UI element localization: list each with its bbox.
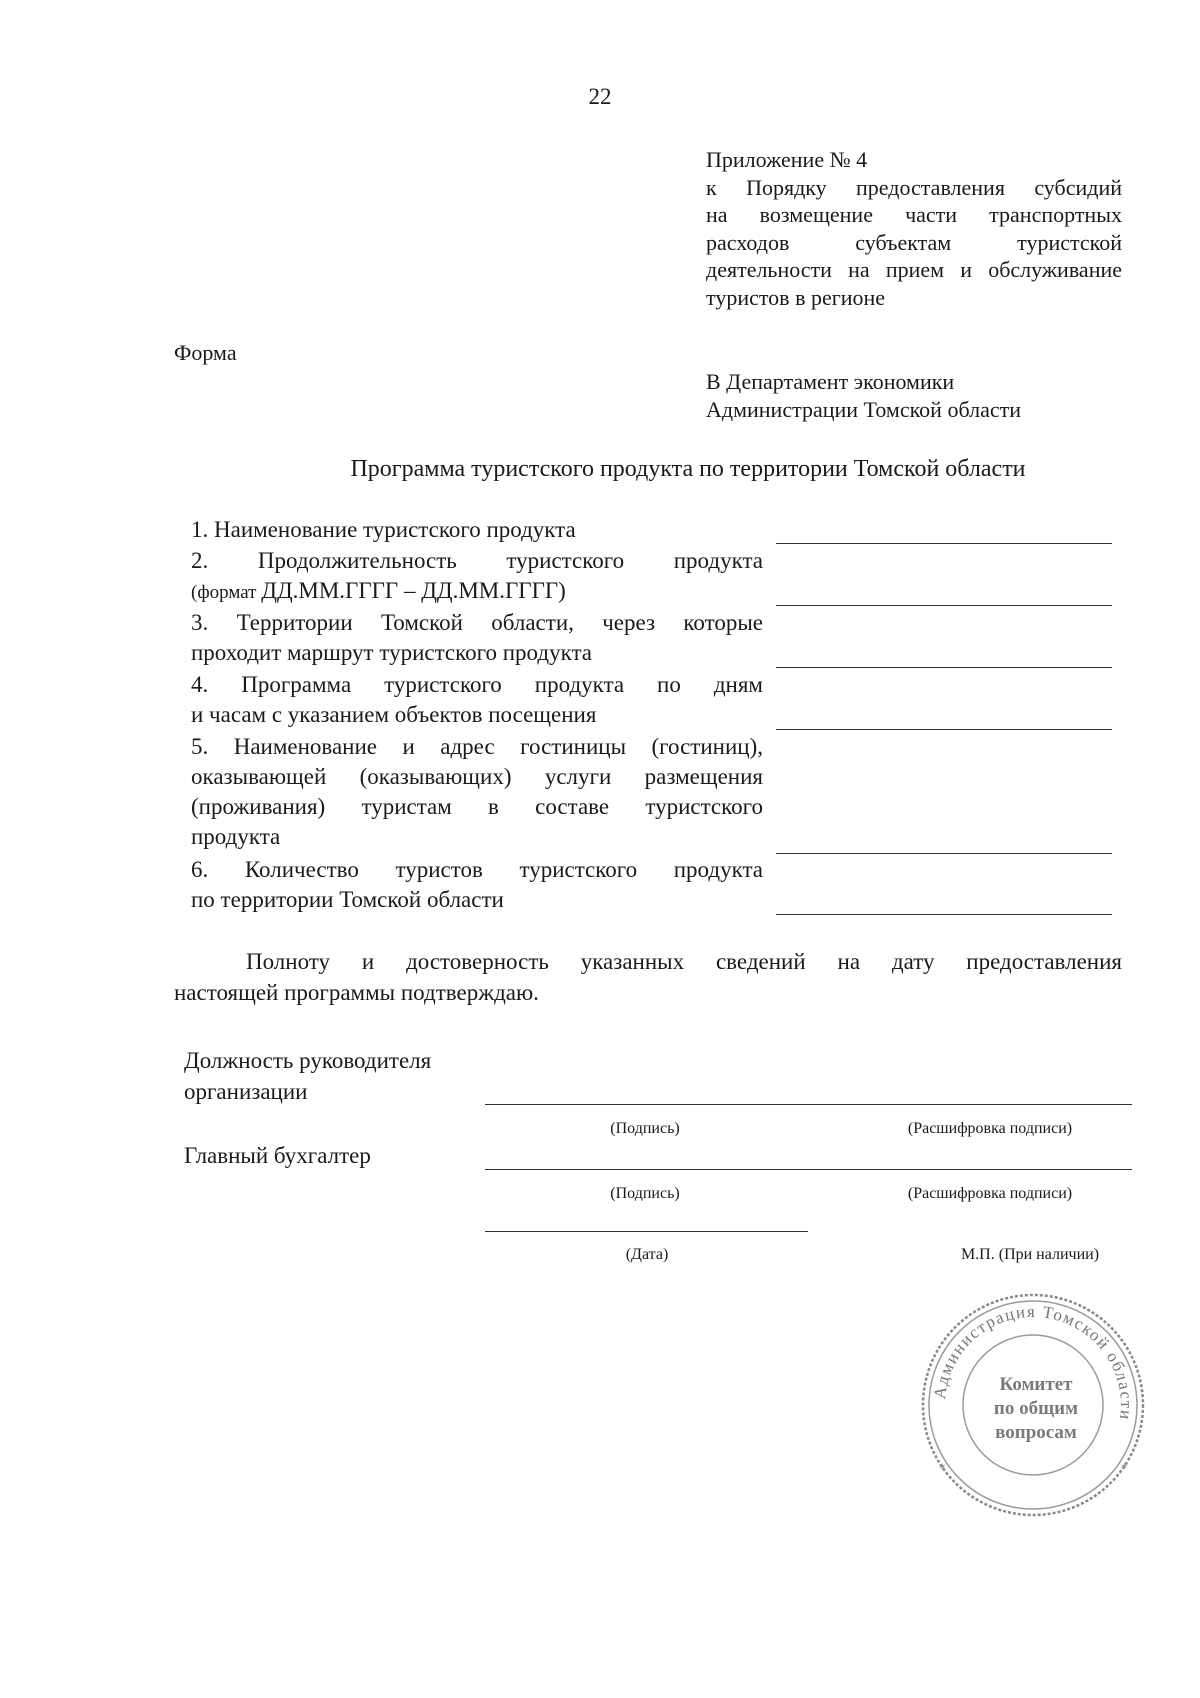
form-item-6: [191, 855, 763, 915]
decoding-caption: (Расшифровка подписи): [907, 1185, 1073, 1202]
form-item-1: [191, 515, 763, 545]
format-prefix: (формат: [191, 582, 262, 603]
form-item-text: 6. Количество туристов туристского продукта: [191, 857, 763, 882]
date-caption: (Дата): [625, 1246, 669, 1263]
fill-in-line-1[interactable]: [776, 543, 1112, 544]
appendix-header: [706, 146, 1122, 311]
accountant-signature-line[interactable]: [485, 1169, 1132, 1170]
form-item-5: [191, 732, 763, 852]
form-item-text: [191, 576, 763, 608]
form-item-text: оказывающей (оказывающих) услуги размещения: [191, 764, 763, 789]
form-item-text: продукта: [191, 824, 281, 849]
addressee-line: Администрации Томской области: [706, 397, 1021, 422]
addressee-line: В Департамент экономики: [706, 369, 955, 394]
form-item-text: по территории Томской области: [191, 887, 504, 912]
seal-stamp-graphic: [918, 1290, 1148, 1520]
seal-center-line: по общим: [993, 1398, 1079, 1419]
addressee: [706, 368, 1126, 424]
form-item-text: 2. Продолжительность туристского продукта: [191, 548, 763, 573]
form-label: Форма: [174, 340, 237, 365]
confirmation-line: настоящей программы подтверждаю.: [174, 980, 539, 1005]
form-item-text: проходит маршрут туристского продукта: [191, 640, 593, 665]
signature-caption: (Подпись): [610, 1120, 680, 1137]
appendix-line: туристов в регионе: [706, 284, 886, 310]
head-signature-line[interactable]: [485, 1104, 1132, 1105]
fill-in-line-2[interactable]: [776, 605, 1112, 606]
seal-center-line: вопросам: [995, 1422, 1077, 1443]
head-position-line: Должность руководителя: [184, 1048, 432, 1073]
format-value: ДД.ММ.ГГГГ – ДД.ММ.ГГГГ): [261, 578, 566, 603]
form-item-text: 4. Программа туристского продукта по дням: [191, 672, 763, 697]
appendix-line: к Порядку предоставления субсидий: [706, 174, 1122, 200]
confirmation-line: Полноту и достоверность указанных сведений на дату предоставления: [246, 949, 1122, 974]
fill-in-line-3[interactable]: [776, 667, 1112, 668]
fill-in-line-5[interactable]: [776, 853, 1112, 854]
seal-stamp: [918, 1290, 1148, 1520]
signature-caption: (Подпись): [610, 1185, 680, 1202]
decoding-caption: (Расшифровка подписи): [907, 1120, 1073, 1137]
page-number: 22: [588, 84, 612, 109]
head-position-label: [184, 1045, 431, 1107]
appendix-line: деятельности на прием и обслуживание: [706, 257, 1122, 282]
form-item-text: и часам с указанием объектов посещения: [191, 702, 597, 727]
date-line[interactable]: [485, 1231, 808, 1232]
appendix-line: расходов субъектам туристской: [706, 229, 1122, 255]
form-item-text: 5. Наименование и адрес гостиницы (гостиниц),: [191, 734, 763, 759]
seal-center-line: Комитет: [999, 1374, 1073, 1395]
chief-accountant-label: Главный бухгалтер: [184, 1143, 371, 1168]
form-item-4: [191, 670, 763, 730]
form-item-3: [191, 608, 763, 668]
seal-star-icon: ✶: [1120, 1462, 1129, 1473]
form-item-text: (проживания) туристам в составе туристского: [191, 794, 763, 819]
form-item-2: [191, 546, 763, 608]
document-title: Программа туристского продукта по территории Томской области: [350, 456, 1026, 482]
fill-in-line-6[interactable]: [776, 914, 1112, 915]
seal-caption: М.П. (При наличии): [960, 1246, 1100, 1263]
seal-ring-text-path: Администрация Томской области: [930, 1301, 1137, 1422]
fill-in-line-4[interactable]: [776, 729, 1112, 730]
appendix-line: на возмещение части транспортных: [706, 202, 1122, 227]
appendix-title: Приложение № 4: [706, 147, 868, 172]
form-item-text: 3. Территории Томской области, через которые: [191, 610, 763, 635]
seal-star-icon: ✶: [938, 1462, 947, 1473]
form-item-text: 1. Наименование туристского продукта: [191, 517, 576, 542]
head-position-line: организации: [184, 1079, 308, 1104]
confirmation-paragraph: [174, 946, 1122, 1008]
